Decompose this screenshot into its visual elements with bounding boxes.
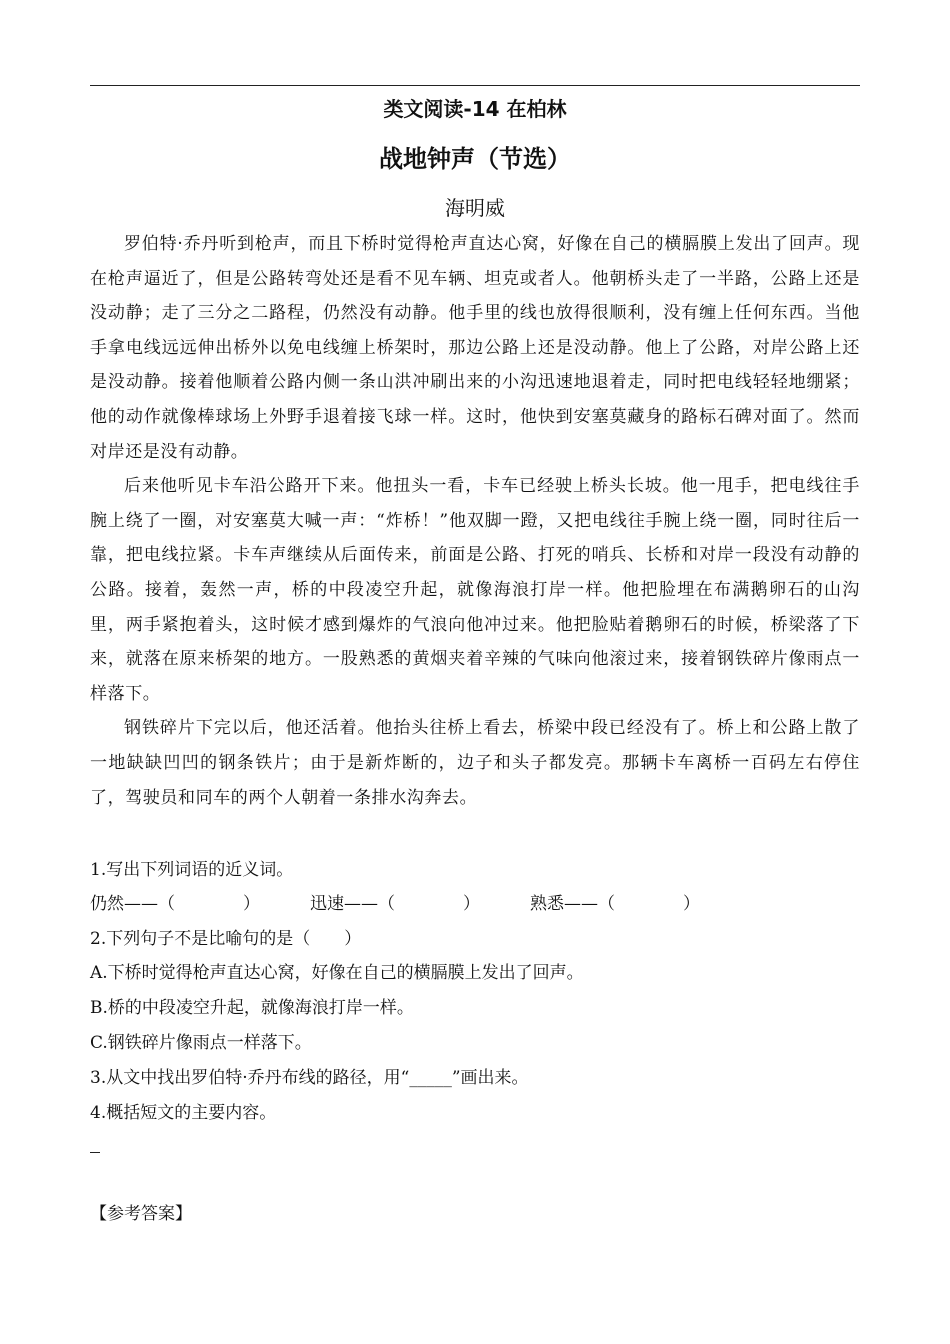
article-body [90, 227, 860, 815]
blank-synonym-1: 仍然——（ ） [90, 894, 260, 914]
paragraph-3: 钢铁碎片下完以后，他还活着。他抬头往桥上看去，桥梁中段已经没有了。桥上和公路上散了一地缺缺凹凹的钢条铁片；由于是新炸断的，边子和头子都发亮。那辆卡车离桥一百码左右停住了，驾驶员和同车的两个人朝着一条排水沟奔去。 [90, 718, 860, 808]
question-2-option-c: C.钢铁碎片像雨点一样落下。 [90, 1033, 312, 1053]
answer-heading: 【参考答案】 [90, 1204, 192, 1224]
question-1: 1.写出下列词语的近义词。 [90, 860, 294, 880]
question-2-option-b: B.桥的中段凌空升起，就像海浪打岸一样。 [90, 998, 414, 1018]
question-2: 2.下列句子不是比喻句的是（ ） [90, 929, 362, 949]
question-2-option-a: A.下桥时觉得枪声直达心窝，好像在自己的横膈膜上发出了回声。 [90, 963, 584, 983]
author-name: 海明威 [445, 196, 505, 220]
question-3: 3.从文中找出罗伯特·乔丹布线的路径，用“_____”画出来。 [90, 1068, 529, 1088]
blank-synonym-3: 熟悉——（ ） [530, 894, 700, 914]
paragraph-1: 罗伯特·乔丹听到枪声，而且下桥时觉得枪声直达心窝，好像在自己的横膈膜上发出了回声。现在枪声逼近了，但是公路转弯处还是看不见车辆、坦克或者人。他朝桥头走了一半路，公路上还是没动静；走了三分之二路程，仍然没有动静。他手里的线也放得很顺利，没有缠上任何东西。当他手拿电线远远伸出桥外以免电线缠上桥架时，那边公路上还是没动静。他上了公路，对岸公路上还是没动静。接着他顺着公路内侧一条山洪冲刷出来的小沟迅速地退着走，同时把电线轻轻地绷紧；他的动作就像棒球场上外野手退着接飞球一样。这时，他快到安塞莫藏身的路标石碑对面了。然而对岸还是没有动静。 [90, 234, 860, 462]
question-1-blanks [90, 890, 870, 918]
blank-synonym-2: 迅速——（ ） [310, 894, 480, 914]
paragraph-2: 后来他听见卡车沿公路开下来。他扭头一看，卡车已经驶上桥头长坡。他一甩手，把电线往手腕上绕了一圈，对安塞莫大喊一声：“炸桥！”他双脚一蹬，又把电线往手腕上绕一圈，同时往后一靠，把电线拉紧。卡车声继续从后面传来，前面是公路、打死的哨兵、长桥和对岸一段没有动静的公路。接着，轰然一声，桥的中段凌空升起，就像海浪打岸一样。他把脸埋在布满鹅卵石的山沟里，两手紧抱着头，这时候才感到爆炸的气浪向他冲过来。他把脸贴着鹅卵石的时候，桥梁落了下来，就落在原来桥架的地方。一股熟悉的黄烟夹着辛辣的气味向他滚过来，接着钢铁碎片像雨点一样落下。 [90, 476, 860, 704]
header-title: 类文阅读-14 在柏林 [383, 97, 567, 121]
article-title: 战地钟声（节选） [379, 145, 571, 173]
question-4: 4.概括短文的主要内容。 [90, 1103, 277, 1123]
header-rule [90, 85, 860, 86]
answer-line-mark [90, 1152, 100, 1153]
